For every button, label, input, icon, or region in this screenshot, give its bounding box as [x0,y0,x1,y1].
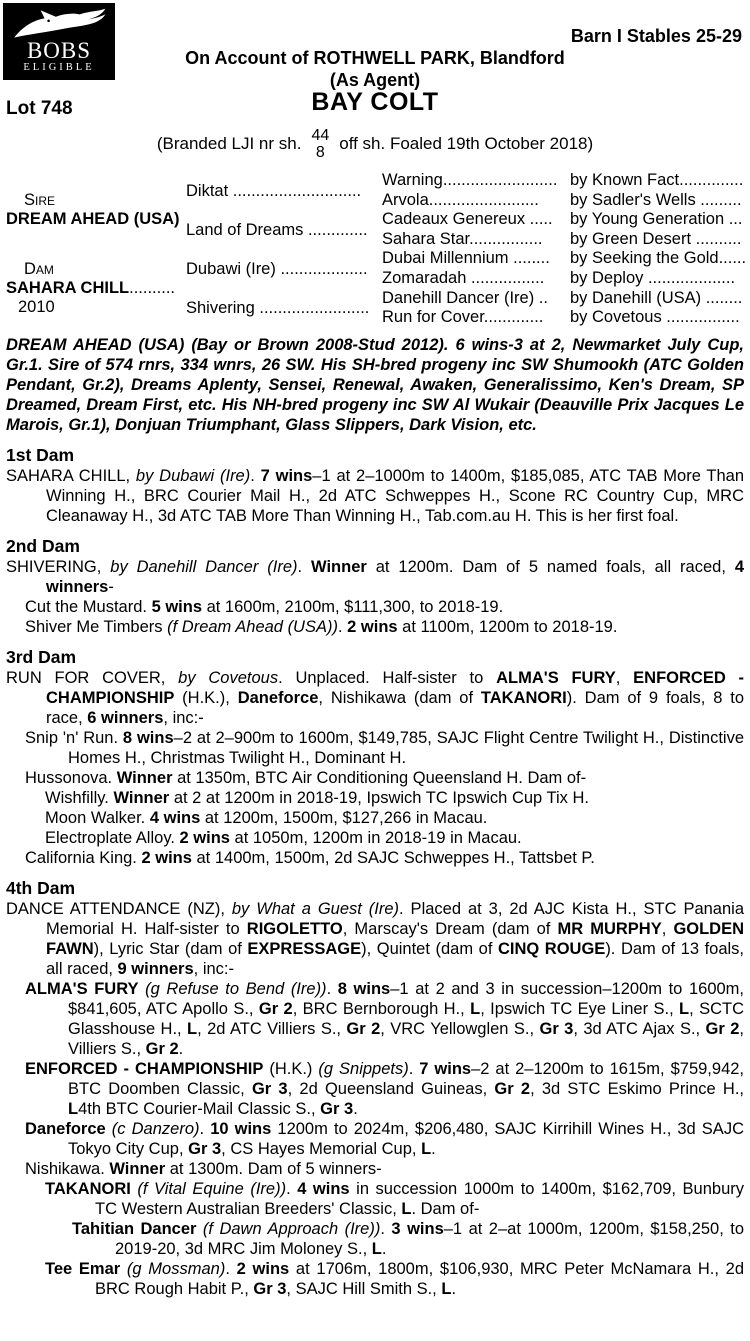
progeny-entry: TAKANORI (f Vital Equine (Ire)). 4 wins in succession 1000m to 1400m, $162,709, Bunbury TC Western Australian Breeders' Classic, L. Dam of- [45,1180,745,1218]
progeny-entry: Snip 'n' Run. 8 wins–2 at 2–900m to 1600m, $149,785, SAJC Flight Centre Twilight H., Distinctive Homes H., Christmas Twilight H., Dominant H. [25,729,745,767]
pedigree-gen2-entry: Dubawi (Ire) ................... [186,259,368,278]
section-heading: 4th Dam [6,878,76,898]
progeny-entry: Moon Walker. 4 wins at 1200m, 1500m, $127,266 in Macau. [45,809,488,827]
pedigree-details [6,335,744,1299]
pedigree-gen4-entry: by Green Desert .......... [570,229,742,248]
lot-number: Lot 748 [6,98,73,119]
pedigree-gen2-column [186,171,382,328]
progeny-entry: ALMA'S FURY (g Refuse to Bend (Ire)). 8 wins–1 at 2 and 3 in succession–1200m to 1600m, $841,605, ATC Apollo S., Gr 2, BRC Bernborough H., L, Ipswich TC Eye Liner S., L, SCTC Glasshouse H., L, 2d ATC Villiers S., Gr 2, VRC Yellowglen S., Gr 3, 3d ATC Ajax S., Gr 2, Villiers S., Gr 2. [25,980,745,1058]
dam-entry: SHIVERING, by Danehill Dancer (Ire). Winner at 1200m. Dam of 5 named foals, all raced, 4 winners- [6,558,745,596]
pedigree-gen3-entry: Cadeaux Genereux ..... [382,210,553,229]
pedigree-gen4-entry: by Young Generation ... [570,210,743,229]
vendor-account: On Account of ROTHWELL PARK, Blandford [185,48,565,68]
progeny-entry: Wishfilly. Winner at 2 at 1200m in 2018-19, Ipswich TC Ipswich Cup Tix H. [45,789,589,807]
pedigree-gen2-entry: Diktat ............................ [186,181,362,200]
brand-prefix: (Branded LJI nr sh. [156,134,302,153]
dam-label: Dam [24,260,54,279]
pedigree-gen3-entry: Arvola........................ [382,190,539,209]
sire-name: DREAM AHEAD (USA) [6,210,180,229]
pedigree-gen4-entry: by Known Fact.............. [570,171,744,189]
sire-summary: DREAM AHEAD (USA) (Bay or Brown 2008-Stud 2012). 6 wins-3 at 2, Newmarket July Cup, Gr.1. Sire of 574 rnrs, 334 wnrs, 26 SW. His SH-bred progeny inc SW Shumookh (ATC Golden Pendant, Gr.2), Dreams Aplenty, Sensei, Renewal, Awaken, Generalissimo, Ken's Dream, SP Dreamed, Dream First, etc. His NH-bred progeny inc SW Al Wukair (Deauville Prix Jacques Le Marois, Gr.1), Donjuan Triumphant, Glass Slippers, Dark Vision, etc. [6,336,744,434]
bobs-eligible-badge [3,3,115,80]
progeny-entry: ENFORCED - CHAMPIONSHIP (H.K.) (g Snippets). 7 wins–2 at 2–1200m to 1615m, $759,942, BTC Doomben Classic, Gr 3, 2d Queensland Guineas, Gr 2, 3d STC Eskimo Prince H., L4th BTC Courier-Mail Classic S., Gr 3. [25,1060,745,1118]
dam-entry: SAHARA CHILL, by Dubawi (Ire). 7 wins–1 at 2–1000m to 1400m, $185,085, ATC TAB More Than Winning H., BRC Courier Mail H., 2d ATC Schweppes H., Scone RC Country Cup, MRC Cleanaway H., 3d ATC TAB More Than Winning H., Tab.com.au H. This is her first foal. [6,467,745,525]
pedigree-gen4-column [570,171,746,328]
progeny-entry: Tee Emar (g Mossman). 2 wins at 1706m, 1800m, $106,930, MRC Peter McNamara H., 2d BRC Rough Habit P., Gr 3, SAJC Hill Smith S., L. [45,1260,745,1298]
pedigree-gen3-entry: Run for Cover............. [382,308,544,327]
bobs-logo-text: BOBS [26,38,92,63]
dam-year: 2010 [18,298,55,317]
brand-bottom: 8 [315,144,325,161]
horse-description: BAY COLT [311,88,439,116]
pedigree-gen3-entry: Zomaradah ................ [382,268,545,287]
barn-stables: Barn I Stables 25-29 [570,26,742,46]
brand-top: 44 [311,127,330,144]
sire-label: Sire [24,191,56,210]
progeny-entry: Daneforce (c Danzero). 10 wins 1200m to 2024m, $206,480, SAJC Kirrihill Wines H., 3d SAJC Tokyo City Cup, Gr 3, CS Hayes Memorial Cup, L. [25,1120,744,1158]
dam-entry: RUN FOR COVER, by Covetous. Unplaced. Half-sister to ALMA'S FURY, ENFORCED - CHAMPIONSHIP (H.K.), Daneforce, Nishikawa (dam of TAKANORI). Dam of 9 foals, 8 to race, 6 winners, inc:- [6,669,745,727]
progeny-entry: Nishikawa. Winner at 1300m. Dam of 5 winners- [25,1160,382,1178]
pedigree-gen4-entry: by Covetous ................ [570,308,740,327]
section-heading: 3rd Dam [6,647,77,667]
pedigree-table [6,171,747,328]
bobs-eligible-text: ELIGIBLE [23,62,95,73]
pedigree-gen3-entry: Dubai Millennium ........ [382,249,550,268]
pedigree-gen1-column [6,171,186,328]
progeny-entry: Shiver Me Timbers (f Dream Ahead (USA)). 2 wins at 1100m, 1200m to 2018-19. [25,618,618,636]
pedigree-gen4-entry: by Sadler's Wells ......... [570,190,742,209]
progeny-entry: Tahitian Dancer (f Dawn Approach (Ire)). 3 wins–1 at 2–at 1000m, 1200m, $158,250, to 2019-20, 3d MRC Jim Moloney S., L. [72,1220,745,1258]
pedigree-gen4-entry: by Deploy ................... [570,268,736,287]
as-agent: (As Agent) [329,70,421,90]
section-heading: 1st Dam [6,445,75,465]
dam-entry: DANCE ATTENDANCE (NZ), by What a Guest (Ire). Placed at 3, 2d AJC Kista H., STC Panania Memorial H. Half-sister to RIGOLETTO, Marscay's Dream (dam of MR MURPHY, GOLDEN FAWN), Lyric Star (dam of EXPRESSAGE), Quintet (dam of CINQ ROUGE). Dam of 13 foals, all raced, 9 winners, inc:- [6,900,745,978]
pedigree-gen3-entry: Sahara Star................ [382,229,543,248]
brand-suffix: off sh. Foaled 19th October 2018) [339,134,594,153]
dam-block [6,250,186,329]
horse-head-icon [3,8,115,40]
brand-mark [311,127,329,161]
pedigree-gen4-entry: by Seeking the Gold...... [570,249,747,268]
page-header [6,0,744,170]
pedigree-gen3-column [382,171,570,328]
sire-block [6,171,186,250]
progeny-entry: Cut the Mustard. 5 wins at 1600m, 2100m, $111,300, to 2018-19. [25,598,504,616]
section-heading: 2nd Dam [6,536,80,556]
progeny-entry: California King. 2 wins at 1400m, 1500m, 2d SAJC Schweppes H., Tattsbet P. [25,849,595,867]
dam-name: SAHARA CHILL.......... [6,279,175,298]
brand-line [6,124,744,164]
pedigree-gen2-entry: Shivering ........................ [186,299,370,318]
pedigree-gen3-entry: Danehill Dancer (Ire) .. [382,288,548,307]
progeny-entry: Electroplate Alloy. 2 wins at 1050m, 1200m in 2018-19 in Macau. [45,829,522,847]
progeny-entry: Hussonova. Winner at 1350m, BTC Air Conditioning Queensland H. Dam of- [25,769,587,787]
leader-dots: .......... [129,279,175,298]
pedigree-gen3-entry: Warning......................... [382,171,558,189]
pedigree-gen2-entry: Land of Dreams ............. [186,220,368,239]
pedigree-gen4-entry: by Danehill (USA) ........ [570,288,743,307]
